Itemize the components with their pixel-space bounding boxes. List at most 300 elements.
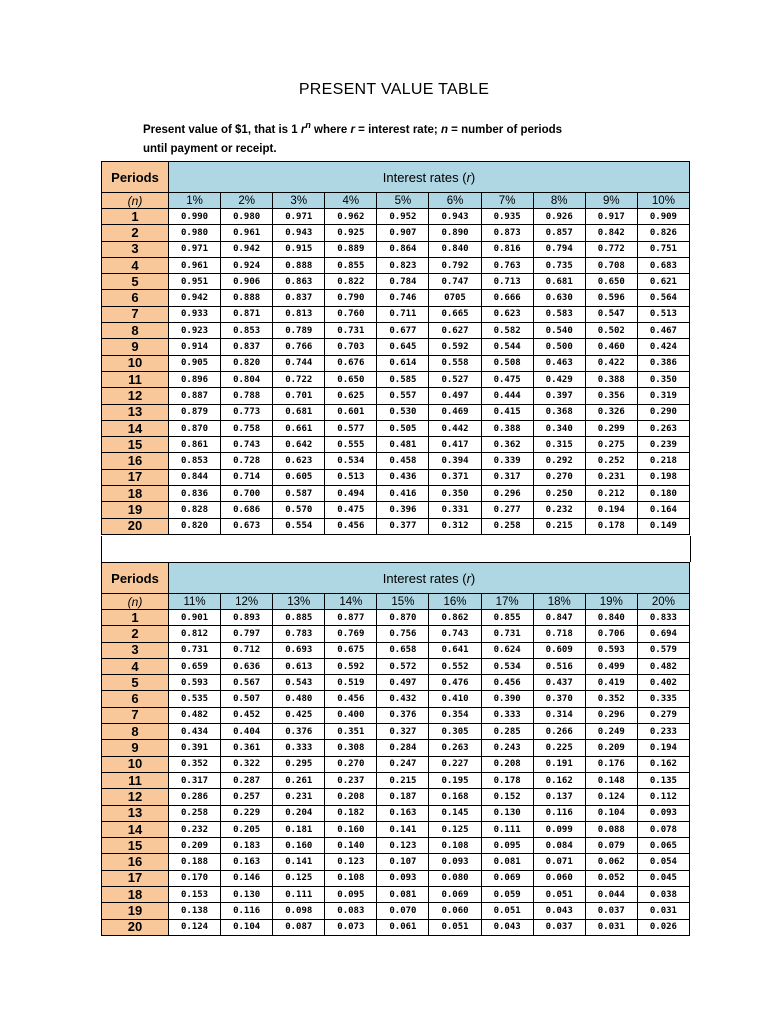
pv-value: 0.823 bbox=[377, 257, 429, 273]
pv-value: 0.772 bbox=[585, 241, 637, 257]
period-number: 17 bbox=[102, 469, 169, 485]
pv-value: 0.261 bbox=[273, 772, 325, 788]
pv-value: 0.163 bbox=[221, 854, 273, 870]
pv-value: 0.833 bbox=[637, 610, 689, 626]
pv-value: 0.797 bbox=[221, 626, 273, 642]
pv-value: 0.873 bbox=[481, 225, 533, 241]
pv-value: 0.887 bbox=[169, 388, 221, 404]
pv-value: 0.585 bbox=[377, 371, 429, 387]
pv-value: 0.081 bbox=[481, 854, 533, 870]
pv-value: 0.744 bbox=[273, 355, 325, 371]
pv-value: 0.209 bbox=[169, 838, 221, 854]
period-number: 5 bbox=[102, 675, 169, 691]
pv-value: 0.694 bbox=[637, 626, 689, 642]
table-row bbox=[102, 691, 690, 707]
rate-header: 15% bbox=[377, 594, 429, 610]
pv-value: 0.402 bbox=[637, 675, 689, 691]
period-number: 1 bbox=[102, 209, 169, 225]
pv-value: 0.299 bbox=[585, 420, 637, 436]
pv-value: 0.296 bbox=[481, 486, 533, 502]
pv-value: 0.170 bbox=[169, 870, 221, 886]
intro-part3: = interest rate; bbox=[354, 123, 441, 136]
pv-value: 0.031 bbox=[637, 903, 689, 919]
pv-value: 0.820 bbox=[169, 518, 221, 534]
pv-value: 0.258 bbox=[169, 805, 221, 821]
pv-value: 0.124 bbox=[169, 919, 221, 935]
pv-value: 0.728 bbox=[221, 453, 273, 469]
pv-value: 0.666 bbox=[481, 290, 533, 306]
period-number: 2 bbox=[102, 225, 169, 241]
pv-value: 0.784 bbox=[377, 274, 429, 290]
table-row bbox=[102, 740, 690, 756]
pv-value: 0.990 bbox=[169, 209, 221, 225]
pv-value: 0.855 bbox=[481, 610, 533, 626]
period-number: 18 bbox=[102, 887, 169, 903]
pv-value: 0.951 bbox=[169, 274, 221, 290]
table-row bbox=[102, 502, 690, 518]
pv-value: 0.935 bbox=[481, 209, 533, 225]
pv-value: 0.138 bbox=[169, 903, 221, 919]
pv-value: 0.624 bbox=[481, 642, 533, 658]
pv-value: 0.452 bbox=[221, 707, 273, 723]
pv-value: 0.870 bbox=[377, 610, 429, 626]
pv-value: 0.476 bbox=[429, 675, 481, 691]
pv-value: 0.362 bbox=[481, 437, 533, 453]
pv-value: 0.789 bbox=[273, 323, 325, 339]
table-row bbox=[102, 658, 690, 674]
pv-value: 0.370 bbox=[533, 691, 585, 707]
pv-value: 0.527 bbox=[429, 371, 481, 387]
pv-value: 0.371 bbox=[429, 469, 481, 485]
pv-value: 0.044 bbox=[585, 887, 637, 903]
table-row bbox=[102, 388, 690, 404]
pv-value: 0.416 bbox=[377, 486, 429, 502]
rate-header: 10% bbox=[637, 193, 689, 209]
rate-header: 16% bbox=[429, 594, 481, 610]
pv-value: 0.554 bbox=[273, 518, 325, 534]
pv-value: 0.394 bbox=[429, 453, 481, 469]
pv-value: 0.480 bbox=[273, 691, 325, 707]
period-number: 1 bbox=[102, 610, 169, 626]
pv-value: 0.460 bbox=[585, 339, 637, 355]
pv-value: 0.376 bbox=[273, 724, 325, 740]
pv-value: 0.361 bbox=[221, 740, 273, 756]
pv-value: 0.037 bbox=[533, 919, 585, 935]
pv-value: 0.204 bbox=[273, 805, 325, 821]
pv-value: 0.160 bbox=[273, 838, 325, 854]
pv-value: 0.107 bbox=[377, 854, 429, 870]
pv-value: 0.914 bbox=[169, 339, 221, 355]
pv-value: 0.258 bbox=[481, 518, 533, 534]
pv-value: 0.543 bbox=[273, 675, 325, 691]
table-row bbox=[102, 241, 690, 257]
pv-value: 0.429 bbox=[533, 371, 585, 387]
pv-value: 0.141 bbox=[273, 854, 325, 870]
pv-value: 0.889 bbox=[325, 241, 377, 257]
pv-value: 0.141 bbox=[377, 821, 429, 837]
pv-value: 0.078 bbox=[637, 821, 689, 837]
pv-value: 0.572 bbox=[377, 658, 429, 674]
pv-value: 0.422 bbox=[585, 355, 637, 371]
period-number: 19 bbox=[102, 903, 169, 919]
pv-value: 0.397 bbox=[533, 388, 585, 404]
rate-header: 17% bbox=[481, 594, 533, 610]
period-number: 3 bbox=[102, 241, 169, 257]
pv-value: 0.059 bbox=[481, 887, 533, 903]
pv-value: 0.140 bbox=[325, 838, 377, 854]
pv-value: 0.296 bbox=[585, 707, 637, 723]
pv-value: 0.547 bbox=[585, 306, 637, 322]
pv-value: 0.287 bbox=[221, 772, 273, 788]
pv-value: 0.677 bbox=[377, 323, 429, 339]
pv-value: 0.475 bbox=[325, 502, 377, 518]
table-row bbox=[102, 870, 690, 886]
period-number: 16 bbox=[102, 453, 169, 469]
pv-value: 0.731 bbox=[481, 626, 533, 642]
pv-value: 0.711 bbox=[377, 306, 429, 322]
intro-r: r bbox=[300, 123, 306, 136]
pv-value: 0.135 bbox=[637, 772, 689, 788]
table-row bbox=[102, 675, 690, 691]
pv-value: 0.218 bbox=[637, 453, 689, 469]
pv-value: 0.093 bbox=[637, 805, 689, 821]
pv-value: 0.232 bbox=[169, 821, 221, 837]
pv-value: 0.714 bbox=[221, 469, 273, 485]
pv-value: 0.208 bbox=[325, 789, 377, 805]
pv-value: 0.079 bbox=[585, 838, 637, 854]
pv-value: 0.231 bbox=[273, 789, 325, 805]
pv-value: 0.857 bbox=[533, 225, 585, 241]
pv-value: 0.475 bbox=[481, 371, 533, 387]
pv-value: 0.888 bbox=[221, 290, 273, 306]
pv-value: 0.837 bbox=[273, 290, 325, 306]
pv-value: 0.069 bbox=[481, 870, 533, 886]
pv-value: 0.961 bbox=[221, 225, 273, 241]
rates-label-var: r bbox=[466, 169, 471, 185]
period-number: 14 bbox=[102, 420, 169, 436]
pv-value: 0.182 bbox=[325, 805, 377, 821]
pv-value: 0.840 bbox=[429, 241, 481, 257]
pv-value: 0.176 bbox=[585, 756, 637, 772]
intro-text bbox=[143, 116, 663, 159]
pv-value: 0.339 bbox=[481, 453, 533, 469]
period-number: 8 bbox=[102, 724, 169, 740]
pv-value: 0.513 bbox=[637, 306, 689, 322]
pv-value: 0.747 bbox=[429, 274, 481, 290]
pv-value: 0.943 bbox=[273, 225, 325, 241]
period-number: 15 bbox=[102, 437, 169, 453]
pv-value: 0.641 bbox=[429, 642, 481, 658]
pv-value: 0.312 bbox=[429, 518, 481, 534]
pv-value: 0.456 bbox=[325, 691, 377, 707]
pv-value: 0.534 bbox=[325, 453, 377, 469]
pv-value: 0.926 bbox=[533, 209, 585, 225]
period-number: 12 bbox=[102, 388, 169, 404]
pv-value: 0.557 bbox=[377, 388, 429, 404]
pv-value: 0.124 bbox=[585, 789, 637, 805]
pv-value: 0.376 bbox=[377, 707, 429, 723]
rate-header: 18% bbox=[533, 594, 585, 610]
rate-header: 8% bbox=[533, 193, 585, 209]
pv-value: 0.295 bbox=[273, 756, 325, 772]
pv-value: 0.577 bbox=[325, 420, 377, 436]
pv-value: 0.162 bbox=[533, 772, 585, 788]
pv-value: 0.183 bbox=[221, 838, 273, 854]
pv-value: 0.069 bbox=[429, 887, 481, 903]
intro-sup: n bbox=[305, 120, 311, 130]
pv-value: 0.062 bbox=[585, 854, 637, 870]
pv-value: 0.630 bbox=[533, 290, 585, 306]
pv-value: 0.505 bbox=[377, 420, 429, 436]
pv-value: 0.582 bbox=[481, 323, 533, 339]
rate-header: 20% bbox=[637, 594, 689, 610]
pv-value: 0.054 bbox=[637, 854, 689, 870]
pv-value: 0.368 bbox=[533, 404, 585, 420]
pv-value: 0.215 bbox=[377, 772, 429, 788]
pv-value: 0.168 bbox=[429, 789, 481, 805]
pv-value: 0.152 bbox=[481, 789, 533, 805]
pv-value: 0.540 bbox=[533, 323, 585, 339]
period-number: 19 bbox=[102, 502, 169, 518]
period-number: 10 bbox=[102, 355, 169, 371]
pv-value: 0.494 bbox=[325, 486, 377, 502]
pv-value: 0.497 bbox=[429, 388, 481, 404]
pv-value: 0.292 bbox=[533, 453, 585, 469]
pv-value: 0.650 bbox=[585, 274, 637, 290]
pv-value: 0.870 bbox=[169, 420, 221, 436]
pv-value: 0.340 bbox=[533, 420, 585, 436]
pv-value: 0.481 bbox=[377, 437, 429, 453]
pv-value: 0.917 bbox=[585, 209, 637, 225]
pv-value: 0.558 bbox=[429, 355, 481, 371]
pv-value: 0.227 bbox=[429, 756, 481, 772]
table-row bbox=[102, 323, 690, 339]
intro-part4: = number of periods bbox=[447, 123, 563, 136]
rate-header: 19% bbox=[585, 594, 637, 610]
pv-value: 0.043 bbox=[481, 919, 533, 935]
pv-value: 0.840 bbox=[585, 610, 637, 626]
period-number: 18 bbox=[102, 486, 169, 502]
pv-value: 0.756 bbox=[377, 626, 429, 642]
period-number: 5 bbox=[102, 274, 169, 290]
pv-value: 0.215 bbox=[533, 518, 585, 534]
pv-value: 0.804 bbox=[221, 371, 273, 387]
interest-rates-header bbox=[169, 563, 690, 594]
table-row bbox=[102, 707, 690, 723]
pv-value: 0.896 bbox=[169, 371, 221, 387]
table-row bbox=[102, 469, 690, 485]
table-row bbox=[102, 225, 690, 241]
pv-value: 0.816 bbox=[481, 241, 533, 257]
pv-value: 0.209 bbox=[585, 740, 637, 756]
table-row bbox=[102, 290, 690, 306]
pv-value: 0.424 bbox=[637, 339, 689, 355]
pv-value: 0.613 bbox=[273, 658, 325, 674]
pv-value: 0.208 bbox=[481, 756, 533, 772]
pv-value: 0.263 bbox=[637, 420, 689, 436]
pv-value: 0.877 bbox=[325, 610, 377, 626]
pv-value: 0.924 bbox=[221, 257, 273, 273]
pv-value: 0.084 bbox=[533, 838, 585, 854]
pv-value: 0.853 bbox=[221, 323, 273, 339]
pv-value: 0.125 bbox=[429, 821, 481, 837]
pv-value: 0.458 bbox=[377, 453, 429, 469]
pv-value: 0.111 bbox=[481, 821, 533, 837]
period-number: 9 bbox=[102, 740, 169, 756]
intro-part1: Present value of $1, that is 1 bbox=[143, 123, 301, 136]
pv-value: 0.249 bbox=[585, 724, 637, 740]
pv-value: 0.792 bbox=[429, 257, 481, 273]
pv-value: 0.061 bbox=[377, 919, 429, 935]
pv-value: 0.104 bbox=[585, 805, 637, 821]
table-row bbox=[102, 306, 690, 322]
table-row bbox=[102, 209, 690, 225]
table-row bbox=[102, 821, 690, 837]
table-row bbox=[102, 756, 690, 772]
pv-value: 0.605 bbox=[273, 469, 325, 485]
pv-value: 0.178 bbox=[481, 772, 533, 788]
pv-value: 0.037 bbox=[585, 903, 637, 919]
pv-value: 0.356 bbox=[585, 388, 637, 404]
period-number: 11 bbox=[102, 772, 169, 788]
pv-table bbox=[101, 161, 690, 535]
pv-value: 0.404 bbox=[221, 724, 273, 740]
pv-value: 0.836 bbox=[169, 486, 221, 502]
table-row bbox=[102, 903, 690, 919]
pv-value: 0.701 bbox=[273, 388, 325, 404]
pv-value: 0.482 bbox=[169, 707, 221, 723]
pv-value: 0.564 bbox=[637, 290, 689, 306]
pv-value: 0.060 bbox=[429, 903, 481, 919]
period-number: 7 bbox=[102, 306, 169, 322]
pv-value: 0.625 bbox=[325, 388, 377, 404]
pv-value: 0.419 bbox=[585, 675, 637, 691]
pv-value: 0.335 bbox=[637, 691, 689, 707]
pv-value: 0.286 bbox=[169, 789, 221, 805]
pv-value: 0.888 bbox=[273, 257, 325, 273]
period-number: 6 bbox=[102, 290, 169, 306]
pv-value: 0.123 bbox=[325, 854, 377, 870]
pv-value: 0.181 bbox=[273, 821, 325, 837]
pv-value: 0.743 bbox=[429, 626, 481, 642]
pv-value: 0.645 bbox=[377, 339, 429, 355]
pv-value: 0.352 bbox=[169, 756, 221, 772]
pv-value: 0.507 bbox=[221, 691, 273, 707]
pv-value: 0.844 bbox=[169, 469, 221, 485]
pv-value: 0.713 bbox=[481, 274, 533, 290]
pv-value: 0.051 bbox=[481, 903, 533, 919]
pv-table-2 bbox=[101, 562, 690, 936]
rate-header: 2% bbox=[221, 193, 273, 209]
periods-header: Periods bbox=[102, 563, 169, 594]
pv-value: 0.180 bbox=[637, 486, 689, 502]
pv-value: 0.650 bbox=[325, 371, 377, 387]
pv-value: 0.579 bbox=[637, 642, 689, 658]
pv-value: 0.923 bbox=[169, 323, 221, 339]
pv-value: 0.783 bbox=[273, 626, 325, 642]
pv-value: 0.760 bbox=[325, 306, 377, 322]
table-row bbox=[102, 626, 690, 642]
pv-value: 0.162 bbox=[637, 756, 689, 772]
period-number: 12 bbox=[102, 789, 169, 805]
pv-value: 0.722 bbox=[273, 371, 325, 387]
pv-value: 0.038 bbox=[637, 887, 689, 903]
table-row bbox=[102, 486, 690, 502]
rates-label-var: r bbox=[466, 570, 471, 586]
pv-value: 0.425 bbox=[273, 707, 325, 723]
pv-value: 0.901 bbox=[169, 610, 221, 626]
pv-value: 0.327 bbox=[377, 724, 429, 740]
pv-value: 0.232 bbox=[533, 502, 585, 518]
pv-value: 0.093 bbox=[377, 870, 429, 886]
pv-value: 0.665 bbox=[429, 306, 481, 322]
pv-value: 0.708 bbox=[585, 257, 637, 273]
pv-value: 0.239 bbox=[637, 437, 689, 453]
pv-value: 0.508 bbox=[481, 355, 533, 371]
pv-value: 0.683 bbox=[637, 257, 689, 273]
pv-value: 0.502 bbox=[585, 323, 637, 339]
table-row bbox=[102, 257, 690, 273]
pv-value: 0.743 bbox=[221, 437, 273, 453]
pv-value: 0.163 bbox=[377, 805, 429, 821]
pv-value: 0.205 bbox=[221, 821, 273, 837]
pv-value: 0.233 bbox=[637, 724, 689, 740]
pv-value: 0.513 bbox=[325, 469, 377, 485]
period-number: 15 bbox=[102, 838, 169, 854]
pv-value: 0.194 bbox=[637, 740, 689, 756]
table-row bbox=[102, 339, 690, 355]
period-number: 9 bbox=[102, 339, 169, 355]
pv-value: 0.051 bbox=[429, 919, 481, 935]
pv-value: 0.583 bbox=[533, 306, 585, 322]
pv-value: 0.456 bbox=[481, 675, 533, 691]
period-number: 20 bbox=[102, 518, 169, 534]
pv-value: 0.980 bbox=[169, 225, 221, 241]
pv-value: 0.308 bbox=[325, 740, 377, 756]
period-number: 2 bbox=[102, 626, 169, 642]
pv-value: 0.952 bbox=[377, 209, 429, 225]
pv-value: 0.095 bbox=[481, 838, 533, 854]
pv-value: 0.031 bbox=[585, 919, 637, 935]
pv-value: 0.942 bbox=[221, 241, 273, 257]
table-row bbox=[102, 724, 690, 740]
pv-value: 0.681 bbox=[533, 274, 585, 290]
pv-value: 0.555 bbox=[325, 437, 377, 453]
pv-value: 0.160 bbox=[325, 821, 377, 837]
pv-value: 0.813 bbox=[273, 306, 325, 322]
pv-value: 0.093 bbox=[429, 854, 481, 870]
pv-value: 0.178 bbox=[585, 518, 637, 534]
pv-value: 0.195 bbox=[429, 772, 481, 788]
pv-value: 0.285 bbox=[481, 724, 533, 740]
pv-value: 0.070 bbox=[377, 903, 429, 919]
rate-header: 1% bbox=[169, 193, 221, 209]
period-number: 3 bbox=[102, 642, 169, 658]
rate-header: 9% bbox=[585, 193, 637, 209]
period-number: 13 bbox=[102, 404, 169, 420]
pv-value: 0.432 bbox=[377, 691, 429, 707]
pv-value: 0.065 bbox=[637, 838, 689, 854]
pv-value: 0.971 bbox=[273, 209, 325, 225]
pv-value: 0.593 bbox=[585, 642, 637, 658]
pv-value: 0.855 bbox=[325, 257, 377, 273]
pv-value: 0.148 bbox=[585, 772, 637, 788]
pv-value: 0.763 bbox=[481, 257, 533, 273]
pv-value: 0.659 bbox=[169, 658, 221, 674]
pv-value: 0.837 bbox=[221, 339, 273, 355]
pv-value: 0.862 bbox=[429, 610, 481, 626]
pv-value: 0.499 bbox=[585, 658, 637, 674]
